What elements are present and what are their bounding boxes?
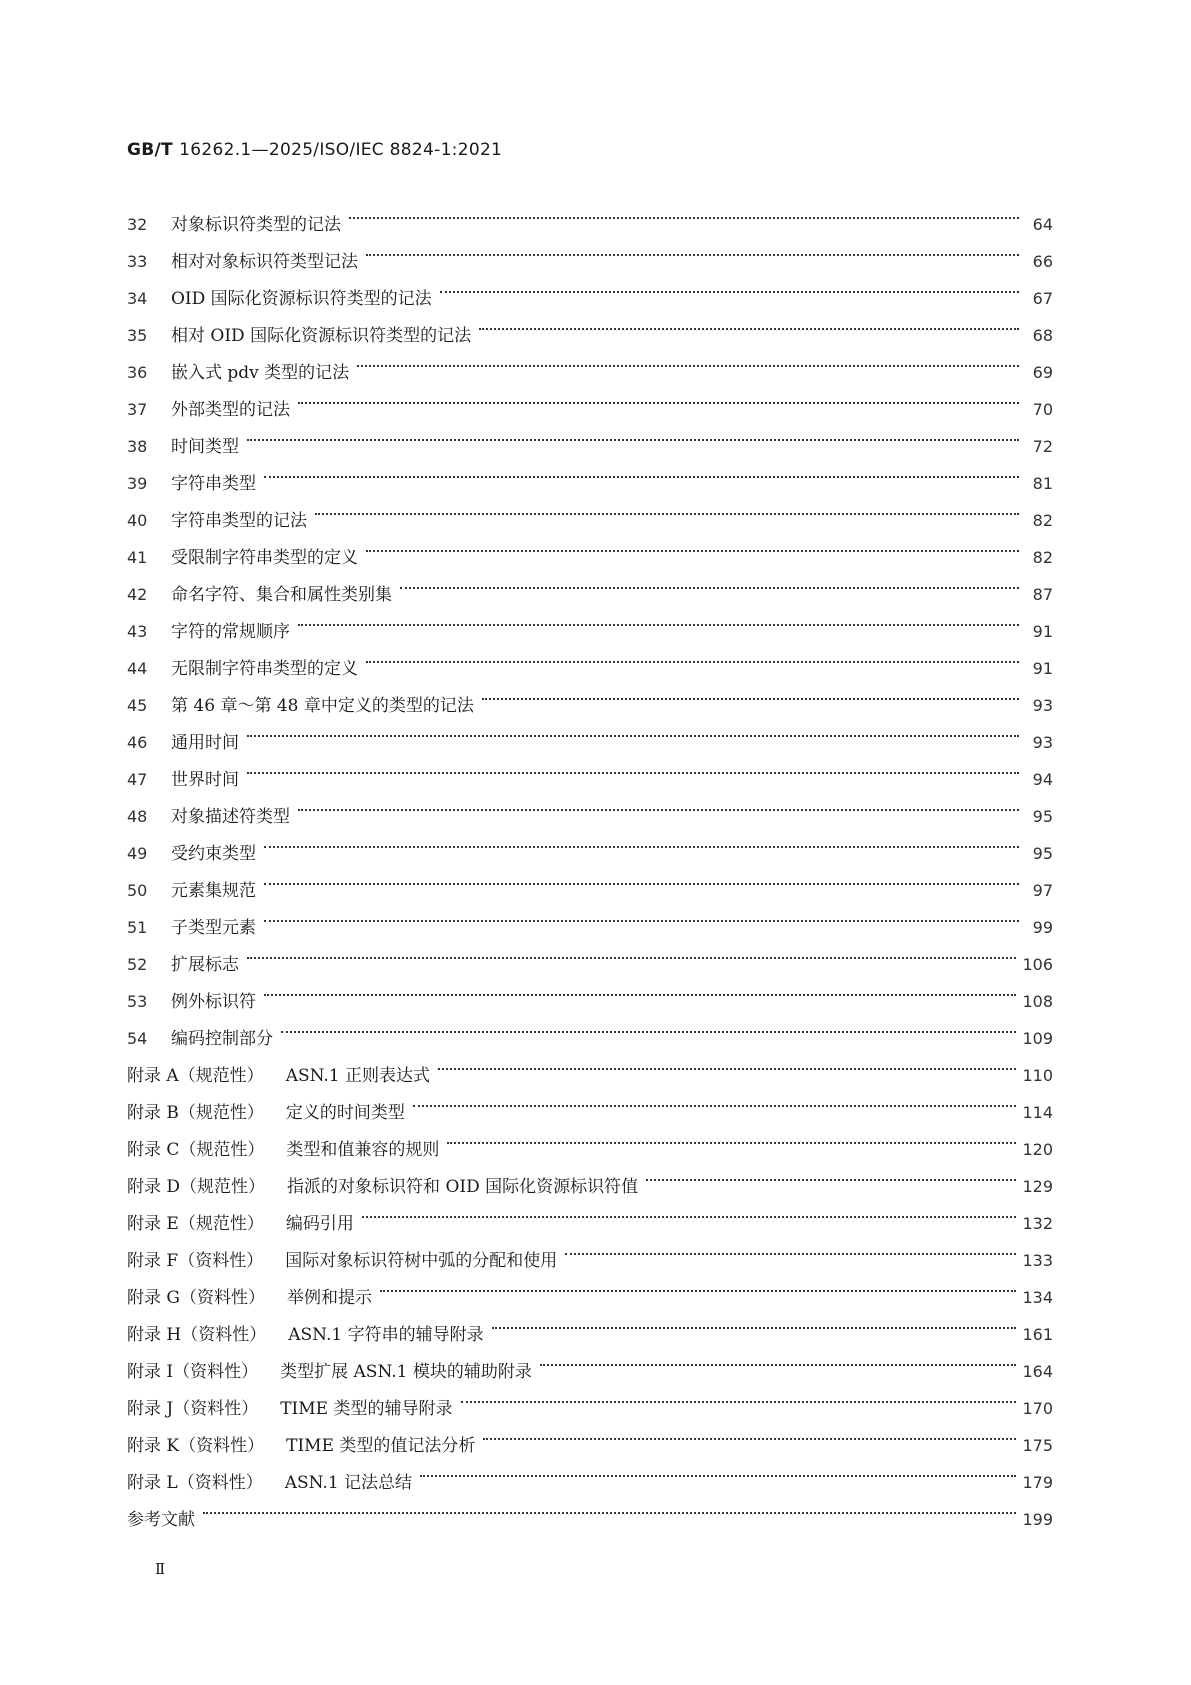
toc-entry-title: 第 46 章～第 48 章中定义的类型的记法 xyxy=(171,696,474,716)
toc-dot-leader xyxy=(349,193,1019,230)
toc-dot-leader xyxy=(420,1451,1016,1488)
toc-dot-leader xyxy=(298,600,1019,637)
annex-page: 114 xyxy=(1022,1103,1053,1122)
annex-label: 附录 H（资料性） xyxy=(127,1325,267,1345)
page-number: Ⅱ xyxy=(155,1560,165,1578)
toc-entry-title: 外部类型的记法 xyxy=(171,400,290,420)
toc-entry-page: 97 xyxy=(1032,881,1053,900)
toc-dot-leader xyxy=(479,304,1019,341)
toc-entry-page: 81 xyxy=(1032,474,1053,493)
toc-entry-title: 对象描述符类型 xyxy=(171,807,290,827)
toc-entry[interactable] xyxy=(127,748,1053,790)
toc-entry-number: 41 xyxy=(127,548,148,567)
toc-entry-title: 编码控制部分 xyxy=(171,1029,273,1049)
toc-entry-title: 字符串类型的记法 xyxy=(171,511,307,531)
toc-dot-leader xyxy=(483,1414,1016,1451)
toc-entry[interactable] xyxy=(127,452,1053,494)
annex-title: 类型和值兼容的规则 xyxy=(286,1140,440,1160)
toc-entry-title: OID 国际化资源标识符类型的记法 xyxy=(171,289,432,309)
annex-page: 175 xyxy=(1022,1436,1053,1455)
toc-entry-page: 66 xyxy=(1032,252,1053,271)
toc-entry-page: 69 xyxy=(1032,363,1053,382)
toc-dot-leader xyxy=(281,1007,1016,1044)
toc-entry-title: 命名字符、集合和属性类别集 xyxy=(171,585,392,605)
toc-entry[interactable] xyxy=(127,785,1053,827)
annex-label: 附录 A（规范性） xyxy=(127,1066,264,1086)
annex-label: 附录 J（资料性） xyxy=(127,1399,259,1419)
toc-entry-number: 34 xyxy=(127,289,148,308)
toc-entry-page: 87 xyxy=(1032,585,1053,604)
toc-entry-number: 53 xyxy=(127,992,148,1011)
toc-entry-title: 对象标识符类型的记法 xyxy=(171,215,341,235)
annex-title: TIME 类型的值记法分析 xyxy=(286,1436,476,1456)
toc-entry-title: 元素集规范 xyxy=(171,881,256,901)
references-title: 参考文献 xyxy=(127,1510,195,1530)
toc-dot-leader xyxy=(247,933,1016,970)
toc-dot-leader xyxy=(366,526,1019,563)
toc-entry-title: 子类型元素 xyxy=(171,918,256,938)
toc-dot-leader xyxy=(440,267,1019,304)
annex-page: 170 xyxy=(1022,1399,1053,1418)
toc-entry[interactable] xyxy=(127,489,1053,531)
page-header xyxy=(127,140,502,160)
toc-entry-number: 48 xyxy=(127,807,148,826)
standard-code: 16262.1—2025/ISO/IEC 8824-1:2021 xyxy=(179,140,503,160)
toc-dot-leader xyxy=(438,1044,1016,1081)
toc-dot-leader xyxy=(357,341,1019,378)
toc-entry-number: 38 xyxy=(127,437,148,456)
toc-entry-page: 67 xyxy=(1032,289,1053,308)
annex-label: 附录 E（规范性） xyxy=(127,1214,264,1234)
toc-entry-number: 47 xyxy=(127,770,148,789)
toc-entry[interactable] xyxy=(127,711,1053,753)
toc-entry-page: 91 xyxy=(1032,659,1053,678)
toc-entry-title: 相对对象标识符类型记法 xyxy=(171,252,358,272)
toc-entry-page: 106 xyxy=(1022,955,1053,974)
annex-page: 110 xyxy=(1022,1066,1053,1085)
toc-entry-number: 40 xyxy=(127,511,148,530)
toc-dot-leader xyxy=(247,748,1019,785)
toc-entry-page: 95 xyxy=(1032,807,1053,826)
toc-dot-leader xyxy=(540,1340,1017,1377)
annex-page: 132 xyxy=(1022,1214,1053,1233)
toc-entry-page: 70 xyxy=(1032,400,1053,419)
toc-entry-title: 无限制字符串类型的定义 xyxy=(171,659,358,679)
toc-entry-number: 49 xyxy=(127,844,148,863)
annex-page: 179 xyxy=(1022,1473,1053,1492)
toc-entry-page: 82 xyxy=(1032,511,1053,530)
toc-entry[interactable] xyxy=(127,1007,1053,1049)
toc-entry-number: 35 xyxy=(127,326,148,345)
toc-entry-number: 46 xyxy=(127,733,148,752)
toc-entry-page: 95 xyxy=(1032,844,1053,863)
toc-entry-page: 93 xyxy=(1032,696,1053,715)
toc-entry-title: 字符串类型 xyxy=(171,474,256,494)
toc-entry-page: 108 xyxy=(1022,992,1053,1011)
toc-entry-title: 受限制字符串类型的定义 xyxy=(171,548,358,568)
annex-title: 编码引用 xyxy=(285,1214,354,1234)
toc-references-entry[interactable] xyxy=(127,1488,1053,1530)
toc-dot-leader xyxy=(298,378,1019,415)
toc-entry-number: 37 xyxy=(127,400,148,419)
toc-dot-leader xyxy=(413,1081,1017,1118)
annex-label: 附录 K（资料性） xyxy=(127,1436,265,1456)
annex-page: 164 xyxy=(1022,1362,1053,1381)
toc-entry-number: 45 xyxy=(127,696,148,715)
annex-label: 附录 C（规范性） xyxy=(127,1140,265,1160)
toc-dot-leader xyxy=(492,1303,1017,1340)
toc-dot-leader xyxy=(366,637,1019,674)
standard-prefix: GB/T xyxy=(127,140,173,160)
toc-entry[interactable] xyxy=(127,896,1053,938)
toc-entry-title: 例外标识符 xyxy=(171,992,256,1012)
toc-dot-leader xyxy=(362,1192,1017,1229)
toc-entry[interactable] xyxy=(127,822,1053,864)
toc-entry[interactable] xyxy=(127,193,1053,235)
toc-entry-title: 扩展标志 xyxy=(171,955,239,975)
annex-title: 指派的对象标识符和 OID 国际化资源标识符值 xyxy=(287,1177,639,1197)
annex-title: 举例和提示 xyxy=(286,1288,372,1308)
toc-dot-leader xyxy=(646,1155,1016,1192)
toc-entry-number: 42 xyxy=(127,585,148,604)
toc-entry-number: 39 xyxy=(127,474,148,493)
toc-dot-leader xyxy=(247,711,1019,748)
toc-entry[interactable] xyxy=(127,933,1053,975)
toc-entry-title: 相对 OID 国际化资源标识符类型的记法 xyxy=(171,326,472,346)
annex-title: TIME 类型的辅导附录 xyxy=(280,1399,453,1419)
toc-entry[interactable] xyxy=(127,859,1053,901)
toc-dot-leader xyxy=(315,489,1019,526)
annex-title: 类型扩展 ASN.1 模块的辅助附录 xyxy=(280,1362,532,1382)
toc-dot-leader xyxy=(264,896,1019,933)
toc-entry-number: 33 xyxy=(127,252,148,271)
toc-entry-title: 时间类型 xyxy=(171,437,239,457)
annex-title: 国际对象标识符树中弧的分配和使用 xyxy=(285,1251,558,1271)
toc-entry-page: 99 xyxy=(1032,918,1053,937)
toc-dot-leader xyxy=(461,1377,1017,1414)
annex-label: 附录 B（规范性） xyxy=(127,1103,264,1123)
toc-entry-number: 44 xyxy=(127,659,148,678)
toc-entry-title: 通用时间 xyxy=(171,733,239,753)
annex-label: 附录 F（资料性） xyxy=(127,1251,264,1271)
toc-dot-leader xyxy=(264,452,1019,489)
annex-page: 120 xyxy=(1022,1140,1053,1159)
toc-entry-number: 36 xyxy=(127,363,148,382)
toc-dot-leader xyxy=(366,230,1019,267)
toc-dot-leader xyxy=(264,822,1019,859)
toc-dot-leader xyxy=(298,785,1019,822)
annex-title: ASN.1 字符串的辅导附录 xyxy=(288,1325,484,1345)
toc-dot-leader xyxy=(400,563,1019,600)
toc-entry-number: 43 xyxy=(127,622,148,641)
toc-entry-title: 世界时间 xyxy=(171,770,239,790)
toc-entry-page: 68 xyxy=(1032,326,1053,345)
toc-dot-leader xyxy=(264,970,1016,1007)
toc-entry[interactable] xyxy=(127,970,1053,1012)
annex-page: 134 xyxy=(1022,1288,1053,1307)
toc-entry-title: 嵌入式 pdv 类型的记法 xyxy=(171,363,350,383)
toc-dot-leader xyxy=(380,1266,1016,1303)
annex-page: 161 xyxy=(1022,1325,1053,1344)
annex-title: ASN.1 记法总结 xyxy=(284,1473,413,1493)
toc-entry-page: 72 xyxy=(1032,437,1053,456)
references-page: 199 xyxy=(1022,1510,1053,1529)
annex-title: ASN.1 正则表达式 xyxy=(285,1066,431,1086)
toc-entry-page: 64 xyxy=(1032,215,1053,234)
toc-entry[interactable] xyxy=(127,415,1053,457)
annex-label: 附录 G（资料性） xyxy=(127,1288,265,1308)
annex-page: 133 xyxy=(1022,1251,1053,1270)
annex-label: 附录 L（资料性） xyxy=(127,1473,263,1493)
toc-dot-leader xyxy=(482,674,1019,711)
toc-entry-page: 91 xyxy=(1032,622,1053,641)
toc-entry-number: 32 xyxy=(127,215,148,234)
annex-label: 附录 I（资料性） xyxy=(127,1362,259,1382)
toc-dot-leader xyxy=(264,859,1019,896)
annex-page: 129 xyxy=(1022,1177,1053,1196)
annex-title: 定义的时间类型 xyxy=(285,1103,405,1123)
toc-entry-title: 字符的常规顺序 xyxy=(171,622,290,642)
toc-entry-number: 54 xyxy=(127,1029,148,1048)
toc-entry-title: 受约束类型 xyxy=(171,844,256,864)
toc-entry-page: 94 xyxy=(1032,770,1053,789)
toc-entry-page: 82 xyxy=(1032,548,1053,567)
toc-entry-number: 52 xyxy=(127,955,148,974)
toc-entry-page: 93 xyxy=(1032,733,1053,752)
annex-label: 附录 D（规范性） xyxy=(127,1177,266,1197)
table-of-contents xyxy=(127,193,1053,1530)
toc-dot-leader xyxy=(565,1229,1016,1266)
toc-dot-leader xyxy=(447,1118,1016,1155)
toc-entry-number: 50 xyxy=(127,881,148,900)
toc-dot-leader xyxy=(247,415,1019,452)
toc-dot-leader xyxy=(203,1488,1016,1525)
toc-entry-page: 109 xyxy=(1022,1029,1053,1048)
toc-entry-number: 51 xyxy=(127,918,148,937)
